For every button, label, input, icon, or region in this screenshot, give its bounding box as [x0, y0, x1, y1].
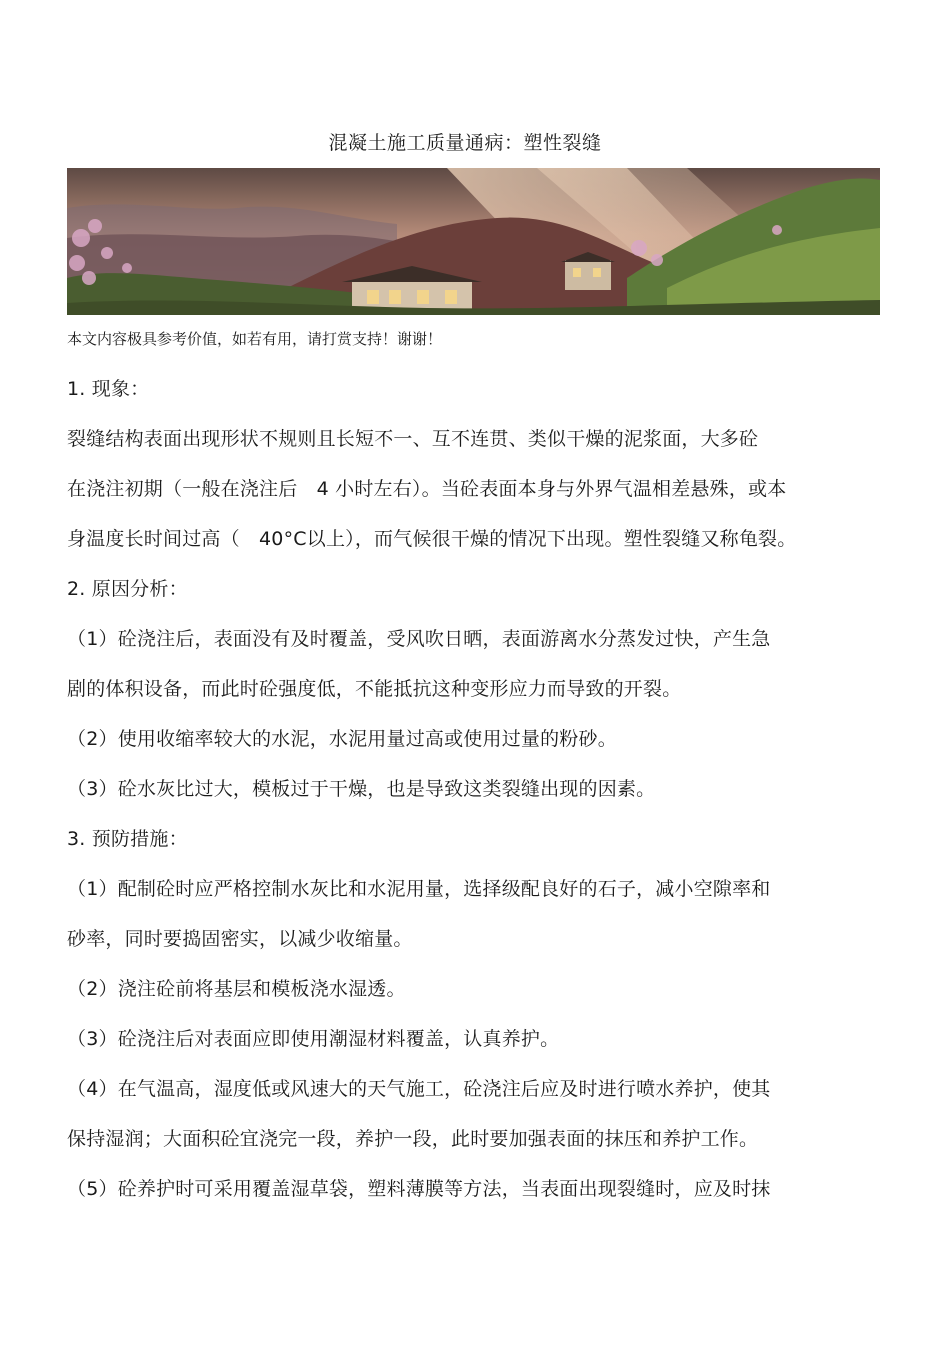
paragraph-line: 保持湿润；大面积砼宜浇完一段，养护一段，此时要加强表面的抹压和养护工作。 [67, 1128, 759, 1150]
section-heading-phenomenon: 1. 现象： [67, 378, 150, 400]
paragraph-line: （1）配制砼时应严格控制水灰比和水泥用量，选择级配良好的石子，减小空隙率和 [67, 878, 771, 900]
section-heading-prevention: 3. 预防措施： [67, 828, 188, 850]
paragraph-line: （2）浇注砼前将基层和模板浇水湿透。 [67, 978, 406, 1000]
banner-image [67, 168, 880, 315]
paragraph-line: 在浇注初期（一般在浇注后 4 小时左右）。当砼表面本身与外界气温相差悬殊，或本 [67, 478, 787, 500]
reference-note: 本文内容极具参考价值，如若有用，请打赏支持！谢谢！ [67, 330, 443, 348]
paragraph-line: 砂率，同时要捣固密实，以减少收缩量。 [67, 928, 413, 950]
paragraph-line: 剧的体积设备，而此时砼强度低，不能抵抗这种变形应力而导致的开裂。 [67, 678, 682, 700]
paragraph-line: （4）在气温高，湿度低或风速大的天气施工，砼浇注后应及时进行喷水养护，使其 [67, 1078, 771, 1100]
paragraph-line: （5）砼养护时可采用覆盖湿草袋，塑料薄膜等方法，当表面出现裂缝时，应及时抹 [67, 1178, 771, 1200]
paragraph-line: （3）砼浇注后对表面应即使用潮湿材料覆盖，认真养护。 [67, 1028, 560, 1050]
paragraph-line: （2）使用收缩率较大的水泥，水泥用量过高或使用过量的粉砂。 [67, 728, 617, 750]
section-heading-cause: 2. 原因分析： [67, 578, 188, 600]
paragraph-line: （3）砼水灰比过大，模板过于干燥，也是导致这类裂缝出现的因素。 [67, 778, 656, 800]
paragraph-line: 裂缝结构表面出现形状不规则且长短不一、互不连贯、类似干燥的泥浆面，大多砼 [67, 428, 759, 450]
paragraph-line: 身温度长时间过高（ 40°C以上），而气候很干燥的情况下出现。塑性裂缝又称龟裂。 [67, 528, 797, 550]
document-title: 混凝土施工质量通病：塑性裂缝 [328, 132, 602, 154]
paragraph-line: （1）砼浇注后，表面没有及时覆盖，受风吹日晒，表面游离水分蒸发过快，产生急 [67, 628, 771, 650]
landscape-illustration [67, 168, 880, 315]
